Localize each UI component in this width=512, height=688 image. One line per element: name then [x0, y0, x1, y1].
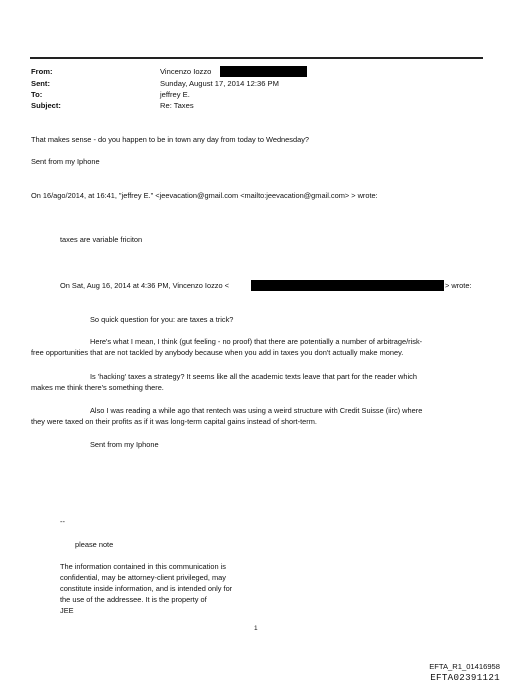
quote-header-2-start: On Sat, Aug 16, 2014 at 4:36 PM, Vincenzo Iozzo < [60, 281, 229, 290]
from-label: From: [31, 67, 53, 76]
question-4-line-1: Also I was reading a while ago that rentech was using a weird structure with Credit Suisse (iirc) where [90, 406, 423, 415]
question-1: So quick question for you: are taxes a trick? [90, 315, 234, 324]
quote-header-1: On 16/ago/2014, at 16:41, "jeffrey E." <jeevacation@gmail.com <mailto:jeevacation@gmail.com> > wrote: [31, 191, 378, 200]
page-number: 1 [254, 625, 258, 632]
question-3-line-1: Is 'hacking' taxes a strategy? It seems like all the academic texts leave that part for the reader which [90, 372, 417, 381]
sent-value: Sunday, August 17, 2014 12:36 PM [160, 79, 279, 88]
subject-value: Re: Taxes [160, 101, 194, 110]
please-note: please note [75, 540, 114, 549]
subject-label: Subject: [31, 101, 61, 110]
quote-header-2-end: > wrote: [445, 281, 472, 290]
question-3-line-2: makes me think there's something there. [31, 383, 164, 392]
reply-1: taxes are variable friciton [60, 235, 143, 244]
question-2-line-2: free opportunities that are not tackled by anybody because when you add in taxes you don't actually make money. [31, 348, 404, 357]
to-value: jeffrey E. [160, 90, 190, 99]
header-rule [30, 57, 483, 59]
question-2-line-1: Here's what I mean, I think (gut feeling - no proof) that there are potentially a number of arbitrage/risk- [90, 337, 423, 346]
bates-number-2: EFTA02391121 [430, 672, 500, 683]
redaction-quote-email [251, 280, 444, 291]
bates-number-1: EFTA_R1_01416958 [429, 662, 500, 671]
disclaimer-line-1: The information contained in this communication is [60, 562, 226, 571]
disclaimer-line-5: JEE [60, 606, 74, 615]
disclaimer-line-2: confidential, may be attorney-client privileged, may [60, 573, 226, 582]
signature-1: Sent from my Iphone [31, 157, 100, 166]
signature-dash: -- [60, 517, 65, 526]
question-4-line-2: they were taxed on their profits as if it was long-term capital gains instead of short-term. [31, 417, 317, 426]
sent-label: Sent: [31, 79, 50, 88]
to-label: To: [31, 90, 43, 99]
disclaimer-line-4: the use of the addressee. It is the property of [60, 595, 207, 604]
signature-2: Sent from my Iphone [90, 440, 159, 449]
disclaimer-line-3: constitute inside information, and is intended only for [60, 584, 233, 593]
from-value: Vincenzo Iozzo [160, 67, 212, 76]
body-line-1: That makes sense - do you happen to be in town any day from today to Wednesday? [31, 135, 310, 144]
redaction-from-email [220, 66, 307, 77]
